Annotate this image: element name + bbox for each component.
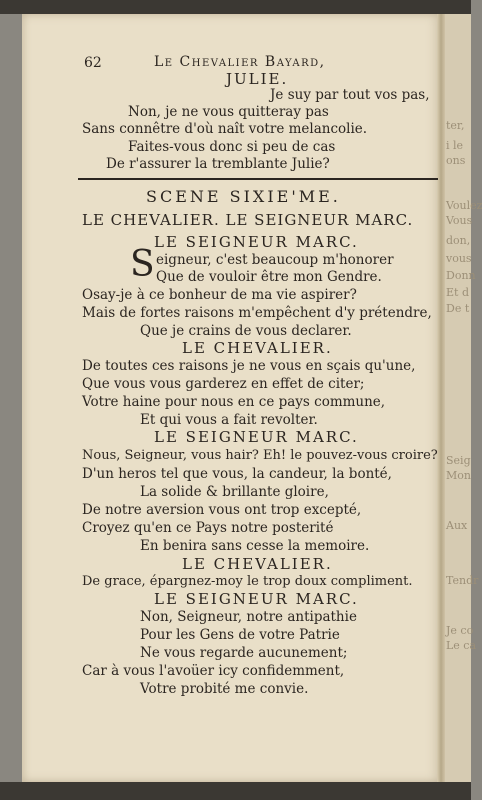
speaker-heading: LE SEIGNEUR MARC.: [154, 590, 359, 608]
verse-line: Pour les Gens de votre Patrie: [140, 627, 340, 643]
page-gutter: [437, 14, 445, 782]
verse-line: La solide & brillante gloire,: [140, 484, 329, 500]
facing-page-fragment: i le: [446, 139, 464, 152]
verse-line: Je suy par tout vos pas,: [270, 87, 430, 103]
verse-line: Ne vous regarde aucunement;: [140, 645, 348, 661]
verse-line: Que vous vous garderez en effet de citer;: [82, 376, 365, 392]
verse-line: Non, Seigneur, notre antipathie: [140, 609, 357, 625]
verse-line: Nous, Seigneur, vous hair? Eh! le pouvez-vous croire?: [82, 448, 438, 463]
speaker-heading: LE SEIGNEUR MARC.: [154, 428, 359, 446]
facing-page-fragment: ons: [446, 154, 466, 167]
verse-line: Mais de fortes raisons m'empêchent d'y prétendre,: [82, 305, 432, 321]
facing-page-fragment: Et d: [446, 286, 469, 299]
verse-line: De r'assurer la tremblante Julie?: [106, 156, 330, 172]
verse-line: Car à vous l'avoüer icy confidemment,: [82, 663, 345, 679]
verse-line: D'un heros tel que vous, la candeur, la bonté,: [82, 466, 392, 482]
facing-page-fragment: Donn: [446, 269, 476, 282]
cast-list: LE CHEVALIER. LE SEIGNEUR MARC.: [82, 211, 414, 229]
facing-page-fragment: don,: [446, 234, 471, 247]
verse-line: De grace, épargnez-moy le trop doux compliment.: [82, 574, 413, 589]
page-number: 62: [84, 55, 102, 71]
verse-line: Faites-vous donc si peu de cas: [128, 139, 336, 155]
verse-line: Croyez qu'en ce Pays notre posterité: [82, 520, 334, 536]
verse-line: Sans connêtre d'où naît votre melancolie.: [82, 121, 368, 137]
facing-page-fragment: Tendr: [446, 574, 479, 587]
verse-line: Non, je ne vous quitteray pas: [128, 104, 329, 120]
facing-page-fragment: Vous: [446, 214, 473, 227]
running-title: Le Chevalier Bayard,: [154, 54, 326, 70]
facing-page-fragment: Seig: [446, 454, 471, 467]
facing-page-fragment: ter,: [446, 119, 465, 132]
scene-title: SCENE SIXIE'ME.: [146, 187, 341, 206]
facing-page-fragment: Je co: [446, 624, 474, 637]
scan-border-bottom: [0, 782, 471, 800]
verse-line: De toutes ces raisons je ne vous en sçais qu'une,: [82, 358, 416, 374]
verse-line: Que je crains de vous declarer.: [140, 323, 352, 339]
facing-page-fragment: Le ca: [446, 639, 477, 652]
speaker-heading: LE CHEVALIER.: [182, 555, 333, 573]
scene-divider-rule: [78, 178, 438, 180]
drop-cap: S: [130, 244, 155, 285]
verse-line: Et qui vous a fait revolter.: [140, 412, 318, 428]
verse-line: eigneur, c'est beaucoup m'honorer: [156, 252, 394, 268]
verse-line: En benira sans cesse la memoire.: [140, 538, 370, 554]
facing-page-edge: [442, 14, 482, 782]
verse-line: De notre aversion vous ont trop excepté,: [82, 502, 362, 518]
speaker-heading: LE SEIGNEUR MARC.: [154, 233, 359, 251]
speaker-heading: JULIE.: [226, 70, 289, 88]
scan-border-top: [0, 0, 471, 14]
facing-page-fragment: vous: [446, 252, 472, 265]
verse-line: Votre haine pour nous en ce pays commune,: [82, 394, 386, 410]
facing-page-fragment: Aux: [446, 519, 468, 532]
facing-page-fragment: Voulez: [446, 199, 482, 212]
verse-line: Osay-je à ce bonheur de ma vie aspirer?: [82, 287, 357, 303]
verse-line: Que de vouloir être mon Gendre.: [156, 269, 382, 285]
facing-page-fragment: De t: [446, 302, 470, 315]
facing-page-fragment: Mon: [446, 469, 471, 482]
speaker-heading: LE CHEVALIER.: [182, 339, 333, 357]
verse-line: Votre probité me convie.: [140, 681, 309, 697]
